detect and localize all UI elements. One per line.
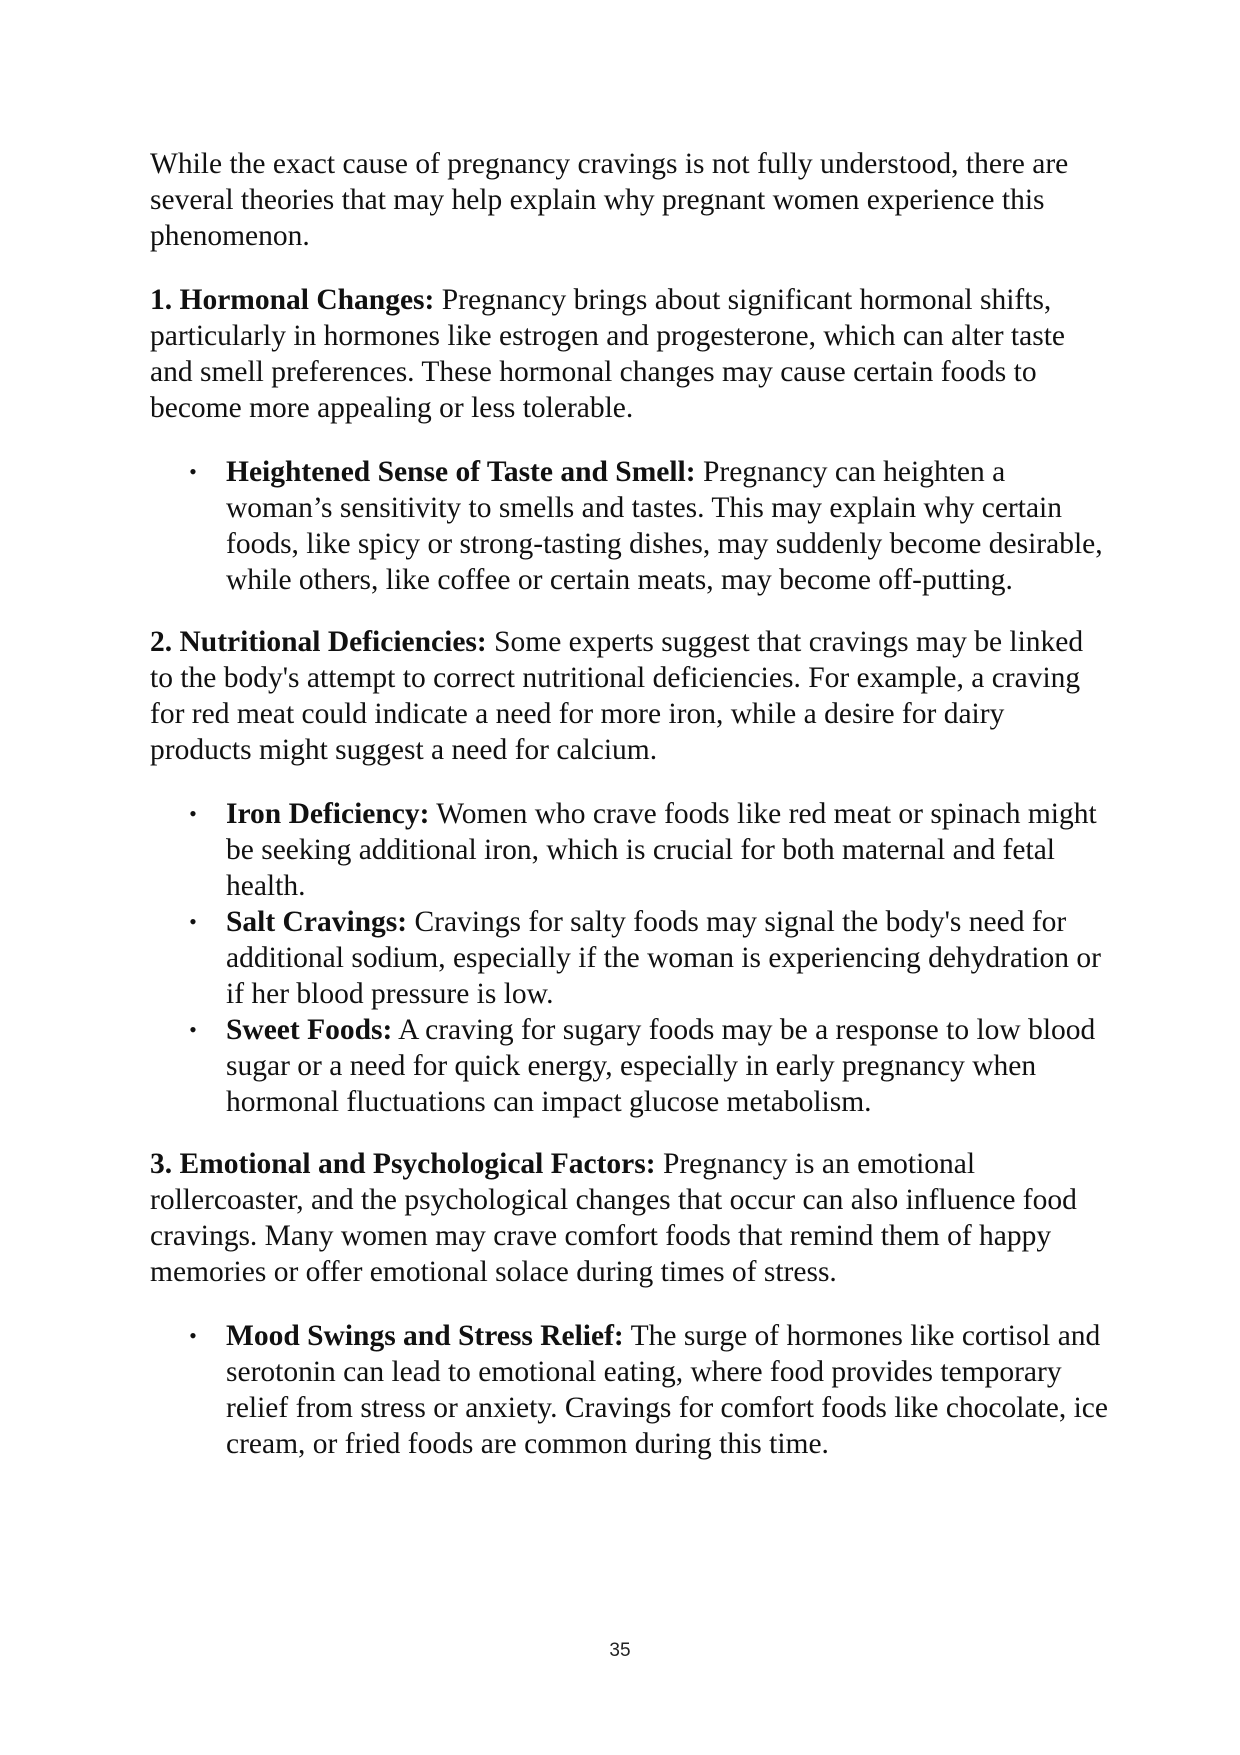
intro-paragraph: While the exact cause of pregnancy cravings is not fully understood, there are several theories that may help explain why pregnant women experience this phenomenon. bbox=[150, 148, 1069, 252]
section-hormonal-changes bbox=[150, 282, 1110, 426]
section-nutritional-deficiencies bbox=[150, 624, 1110, 768]
bullet-heading: Salt Cravings: bbox=[226, 906, 408, 938]
bullet-list bbox=[150, 454, 1110, 598]
section-emotional-psychological-factors bbox=[150, 1146, 1110, 1290]
section-heading: 3. Emotional and Psychological Factors: bbox=[150, 1148, 656, 1180]
section-heading: 2. Nutritional Deficiencies: bbox=[150, 626, 487, 658]
section-text: Pregnancy is an emotional rollercoaster, and the psychological changes that occur can also influence food cravings. Many women may crave comfort foods that remind them of happy memories or offer emotional solace during times of stress. bbox=[150, 1148, 1077, 1288]
page-number: 35 bbox=[609, 1640, 631, 1661]
bullet-list bbox=[150, 796, 1110, 1120]
bullet-text: A craving for sugary foods may be a response to low blood sugar or a need for quick energy, especially in early pregnancy when hormonal fluctuations can impact glucose metabolism. bbox=[226, 1014, 1096, 1118]
page-content bbox=[150, 146, 1110, 1488]
bullet-text: The surge of hormones like cortisol and serotonin can lead to emotional eating, where food provides temporary relief from stress or anxiety. Cravings for comfort foods like chocolate, ice cream, or fried foods are common during this time. bbox=[226, 1320, 1108, 1460]
bullet-heading: Sweet Foods: bbox=[226, 1014, 393, 1046]
bullet-heading: Heightened Sense of Taste and Smell: bbox=[226, 456, 696, 488]
list-item bbox=[189, 904, 1110, 1012]
bullet-icon: • bbox=[189, 1323, 197, 1348]
bullet-icon: • bbox=[189, 801, 197, 826]
bullet-icon: • bbox=[189, 459, 197, 484]
section-text: Some experts suggest that cravings may be linked to the body's attempt to correct nutritional deficiencies. For example, a craving for red meat could indicate a need for more iron, while a desire for dairy products might suggest a need for calcium. bbox=[150, 626, 1084, 766]
section-heading: 1. Hormonal Changes: bbox=[150, 284, 435, 316]
list-item bbox=[189, 1012, 1110, 1120]
list-item bbox=[189, 454, 1110, 598]
bullet-icon: • bbox=[189, 909, 197, 934]
bullet-text: Pregnancy can heighten a woman’s sensitivity to smells and tastes. This may explain why certain foods, like spicy or strong-tasting dishes, may suddenly become desirable, while others, like coffee or certain meats, may become off-putting. bbox=[226, 456, 1103, 596]
bullet-heading: Mood Swings and Stress Relief: bbox=[226, 1320, 624, 1352]
bullet-text: Cravings for salty foods may signal the body's need for additional sodium, especially if the woman is experiencing dehydration or if her blood pressure is low. bbox=[226, 906, 1101, 1010]
bullet-icon: • bbox=[189, 1017, 197, 1042]
list-item bbox=[189, 796, 1110, 904]
section-text: Pregnancy brings about significant hormonal shifts, particularly in hormones like estrogen and progesterone, which can alter taste and smell preferences. These hormonal changes may cause certain foods to become more appealing or less tolerable. bbox=[150, 284, 1065, 424]
bullet-text: Women who crave foods like red meat or spinach might be seeking additional iron, which is crucial for both maternal and fetal health. bbox=[226, 798, 1097, 902]
list-item bbox=[189, 1318, 1110, 1462]
bullet-heading: Iron Deficiency: bbox=[226, 798, 430, 830]
bullet-list bbox=[150, 1318, 1110, 1462]
